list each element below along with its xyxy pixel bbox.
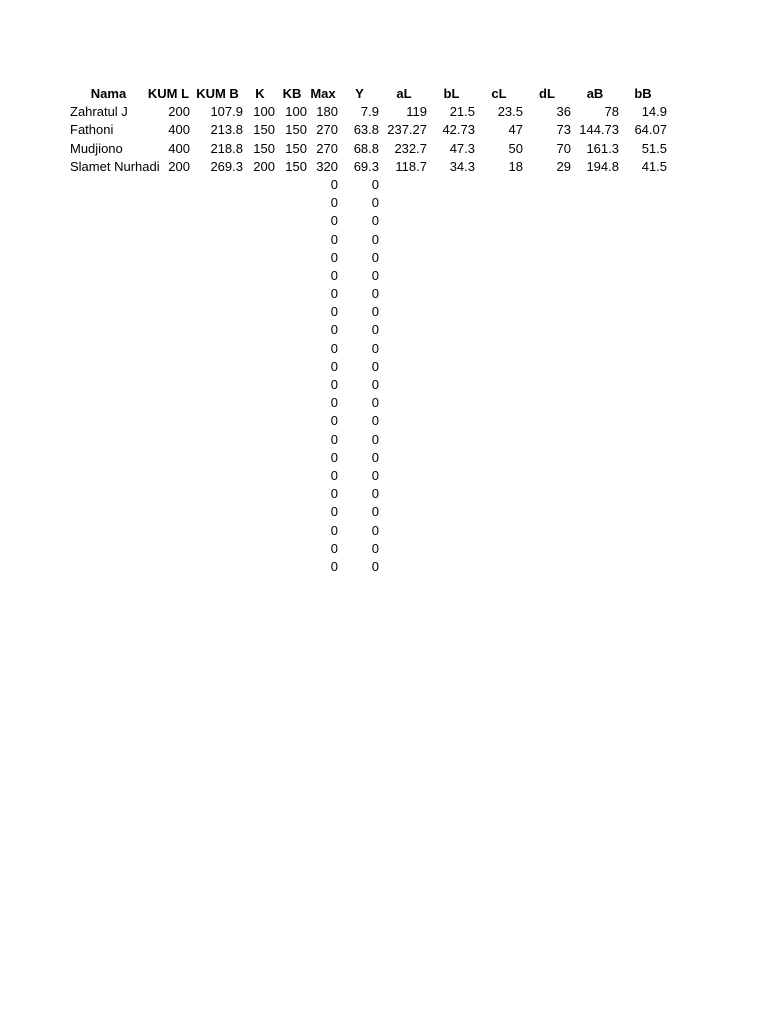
table-row	[70, 449, 670, 467]
cell-y[interactable]: 63.8	[353, 122, 379, 138]
cell-kum-b[interactable]: 107.9	[210, 104, 243, 120]
table-row	[70, 340, 670, 358]
cell-max[interactable]: 0	[330, 195, 338, 211]
cell-nama[interactable]: Fathoni	[70, 122, 114, 138]
cell-y[interactable]: 0	[371, 340, 379, 356]
cell-ab[interactable]: 144.73	[579, 122, 619, 138]
cell-y[interactable]: 0	[371, 249, 379, 265]
cell-ab[interactable]: 194.8	[586, 158, 619, 174]
zero-rows	[70, 176, 670, 576]
cell-max[interactable]: 0	[330, 449, 338, 465]
cell-max[interactable]: 0	[330, 358, 338, 374]
cell-y[interactable]: 0	[371, 486, 379, 502]
table-row	[70, 176, 670, 194]
header-row	[70, 85, 670, 103]
cell-kum-b[interactable]: 213.8	[210, 122, 243, 138]
cell-k[interactable]: 150	[253, 140, 275, 156]
cell-kum-l[interactable]: 200	[168, 104, 190, 120]
cell-max[interactable]: 0	[330, 213, 338, 229]
table-row	[70, 285, 670, 303]
cell-cl[interactable]: 50	[508, 140, 523, 156]
table-row	[70, 558, 670, 576]
cell-nama[interactable]: Zahratul J	[70, 104, 128, 120]
cell-max[interactable]: 0	[330, 558, 338, 574]
table-row	[70, 212, 670, 230]
cell-dl[interactable]: 29	[556, 158, 571, 174]
cell-al[interactable]: 119	[406, 104, 427, 120]
cell-bb[interactable]: 51.5	[641, 140, 667, 156]
cell-max[interactable]: 0	[330, 304, 338, 320]
cell-bl[interactable]: 34.3	[449, 158, 475, 174]
cell-kb[interactable]: 150	[285, 122, 307, 138]
cell-nama[interactable]: Slamet Nurhadi	[70, 158, 160, 174]
cell-max[interactable]: 320	[316, 158, 338, 174]
cell-kb[interactable]: 150	[285, 140, 307, 156]
cell-y[interactable]: 0	[371, 540, 379, 556]
cell-max[interactable]: 0	[330, 322, 338, 338]
cell-y[interactable]: 0	[371, 431, 379, 447]
table-row	[70, 540, 670, 558]
table-row	[70, 485, 670, 503]
cell-y[interactable]: 0	[371, 176, 379, 192]
cell-max[interactable]: 0	[330, 249, 338, 265]
cell-y[interactable]: 0	[371, 195, 379, 211]
cell-dl[interactable]: 73	[556, 122, 571, 138]
cell-ab[interactable]: 78	[604, 104, 619, 120]
table-row	[70, 358, 670, 376]
cell-y[interactable]: 0	[371, 286, 379, 302]
cell-max[interactable]: 0	[330, 267, 338, 283]
column-header-bl[interactable]: bL	[443, 86, 460, 101]
table-row	[70, 267, 670, 285]
cell-k[interactable]: 100	[253, 104, 275, 120]
cell-y[interactable]: 0	[371, 358, 379, 374]
table-row	[70, 467, 670, 485]
table-row	[70, 231, 670, 249]
column-header-y[interactable]: Y	[355, 86, 364, 101]
column-header-dl[interactable]: dL	[539, 86, 555, 101]
cell-max[interactable]: 0	[330, 504, 338, 520]
cell-y[interactable]: 0	[371, 558, 379, 574]
table-row	[70, 431, 670, 449]
column-header-max[interactable]: Max	[310, 86, 336, 101]
cell-k[interactable]: 150	[253, 122, 275, 138]
cell-kum-l[interactable]: 400	[168, 140, 190, 156]
cell-max[interactable]: 180	[316, 104, 338, 120]
cell-kb[interactable]: 150	[285, 158, 307, 174]
cell-cl[interactable]: 47	[508, 122, 523, 138]
table-row	[70, 249, 670, 267]
cell-max[interactable]: 0	[330, 431, 338, 447]
table-row	[70, 303, 670, 321]
cell-bb[interactable]: 64.07	[634, 122, 667, 138]
cell-bl[interactable]: 42.73	[442, 122, 475, 138]
column-header-nama[interactable]: Nama	[90, 86, 127, 101]
cell-y[interactable]: 0	[371, 377, 379, 392]
column-header-cl[interactable]: cL	[491, 86, 507, 101]
cell-cl[interactable]: 18	[508, 158, 523, 174]
cell-max[interactable]: 0	[330, 286, 338, 302]
cell-y[interactable]: 0	[371, 395, 379, 411]
cell-max[interactable]: 0	[330, 467, 338, 483]
cell-bl[interactable]: 21.5	[449, 104, 475, 120]
cell-kb[interactable]: 100	[285, 104, 307, 120]
table-row	[70, 321, 670, 339]
cell-y[interactable]: 68.8	[353, 140, 379, 156]
column-header-k[interactable]: K	[255, 86, 265, 101]
cell-y[interactable]: 0	[371, 322, 379, 338]
cell-kum-b[interactable]: 269.3	[210, 158, 243, 174]
table-row	[70, 522, 670, 540]
cell-max[interactable]: 0	[330, 340, 338, 356]
cell-kum-l[interactable]: 200	[168, 158, 190, 174]
cell-max[interactable]: 270	[316, 122, 338, 138]
cell-al[interactable]: 237.27	[387, 122, 427, 138]
data-rows	[70, 103, 670, 176]
spreadsheet	[70, 85, 670, 576]
column-header-ab[interactable]: aB	[586, 86, 604, 101]
column-header-kum-b[interactable]: KUM B	[196, 86, 239, 101]
cell-bl[interactable]: 47.3	[449, 140, 475, 156]
cell-bb[interactable]: 41.5	[641, 158, 667, 174]
cell-max[interactable]: 270	[316, 140, 338, 156]
column-header-kum-l[interactable]: KUM L	[147, 86, 190, 101]
cell-max[interactable]: 0	[330, 540, 338, 556]
cell-kum-l[interactable]: 400	[168, 122, 190, 138]
cell-max[interactable]: 0	[330, 395, 338, 411]
cell-max[interactable]: 0	[330, 522, 338, 538]
column-header-bb[interactable]: bB	[634, 86, 652, 101]
cell-y[interactable]: 7.9	[360, 104, 379, 120]
cell-y[interactable]: 0	[371, 267, 379, 283]
cell-max[interactable]: 0	[330, 176, 338, 192]
table-row	[70, 103, 670, 121]
cell-y[interactable]: 0	[371, 231, 379, 247]
cell-ab[interactable]: 161.3	[586, 140, 619, 156]
table-row	[70, 121, 670, 139]
cell-k[interactable]: 200	[253, 158, 275, 174]
cell-max[interactable]: 0	[330, 377, 338, 392]
cell-al[interactable]: 118.7	[395, 158, 427, 174]
cell-y[interactable]: 0	[371, 467, 379, 483]
table-row	[70, 158, 670, 176]
cell-al[interactable]: 232.7	[394, 140, 427, 156]
cell-y[interactable]: 0	[371, 213, 379, 229]
column-header-al[interactable]: aL	[396, 86, 412, 101]
cell-y[interactable]: 0	[371, 304, 379, 320]
cell-dl[interactable]: 36	[556, 104, 571, 120]
cell-nama[interactable]: Mudjiono	[70, 140, 123, 156]
cell-kum-b[interactable]: 218.8	[210, 140, 243, 156]
cell-max[interactable]: 0	[330, 486, 338, 502]
cell-bb[interactable]: 14.9	[641, 104, 667, 120]
column-header-kb[interactable]: KB	[282, 86, 302, 101]
table-row	[70, 194, 670, 212]
cell-y[interactable]: 69.3	[353, 158, 379, 174]
table-row	[70, 140, 670, 158]
cell-max[interactable]: 0	[330, 231, 338, 247]
cell-y[interactable]: 0	[371, 504, 379, 520]
cell-dl[interactable]: 70	[556, 140, 571, 156]
cell-y[interactable]: 0	[371, 413, 379, 429]
table-row	[70, 394, 670, 412]
table-row	[70, 412, 670, 430]
cell-y[interactable]: 0	[371, 449, 379, 465]
table-row	[70, 503, 670, 521]
table-row	[70, 376, 670, 394]
cell-max[interactable]: 0	[330, 413, 338, 429]
cell-cl[interactable]: 23.5	[497, 104, 523, 120]
cell-y[interactable]: 0	[371, 522, 379, 538]
